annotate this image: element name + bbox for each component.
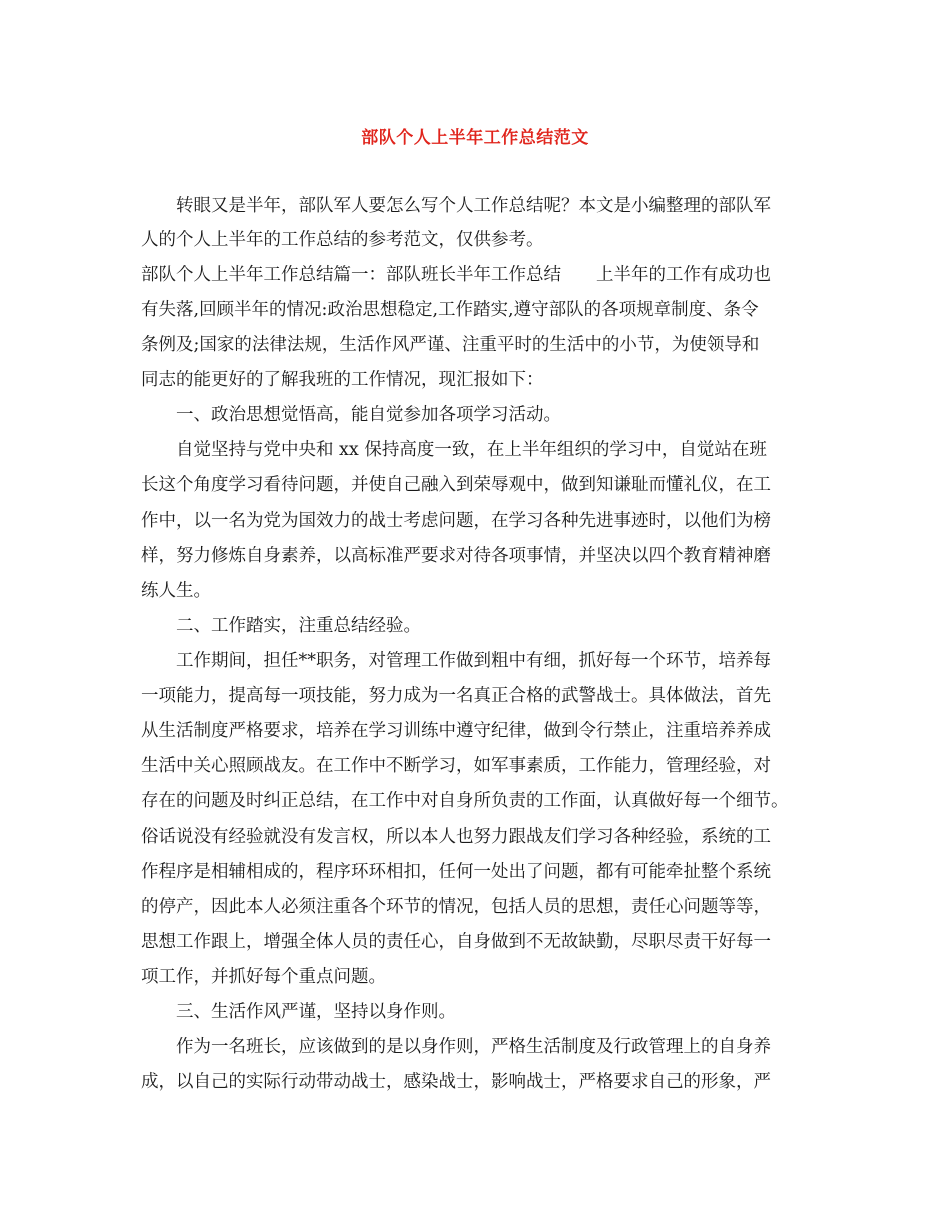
text-line: 一项能力，提高每一项技能，努力成为一名真正合格的武警战士。具体做法，首先 — [141, 686, 771, 706]
text-line: 转眼又是半年，部队军人要怎么写个人工作总结呢？本文是小编整理的部队军 — [176, 196, 771, 216]
text-line: 同志的能更好的了解我班的工作情况，现汇报如下： — [141, 370, 544, 390]
section-heading: 三、生活作风严谨，坚持以身作则。 — [176, 1002, 456, 1022]
text-line: 条例及;国家的法律法规，生活作风严谨、注重平时的生活中的小节，为使领导和 — [141, 335, 760, 355]
text-line: 成，以自己的实际行动带动战士，感染战士，影响战士，严格要求自己的形象，严 — [141, 1072, 771, 1092]
text-line: 有失落,回顾半年的情况:政治思想稳定,工作踏实,遵守部队的各项规章制度、条令 — [141, 300, 759, 320]
text-line: 人的个人上半年的工作总结的参考范文，仅供参考。 — [141, 230, 544, 250]
section-heading: 二、工作踏实，注重总结经验。 — [176, 616, 421, 636]
text-line: 练人生。 — [141, 581, 211, 601]
text-line: 生活中关心照顾战友。在工作中不断学习，如军事素质，工作能力，管理经验，对 — [141, 756, 771, 776]
text-line: 从生活制度严格要求，培养在学习训练中遵守纪律，做到令行禁止，注重培养养成 — [141, 721, 771, 741]
text-line: 俗话说没有经验就没有发言权，所以本人也努力跟战友们学习各种经验，系统的工 — [141, 827, 771, 847]
text-line: 思想工作跟上，增强全体人员的责任心，自身做到不无故缺勤，尽职尽责干好每一 — [141, 932, 771, 952]
text-line: 存在的问题及时纠正总结，在工作中对自身所负责的工作面，认真做好每一个细节。 — [141, 791, 789, 811]
text-line: 工作期间，担任**职务，对管理工作做到粗中有细，抓好每一个环节，培养每 — [176, 651, 771, 671]
text-line: 作中，以一名为党为国效力的战士考虑问题，在学习各种先进事迹时，以他们为榜 — [141, 511, 771, 531]
text-line: 作程序是相辅相成的，程序环环相扣，任何一处出了问题，都有可能牵扯整个系统 — [141, 862, 771, 882]
text-line: 自觉坚持与党中央和 xx 保持高度一致，在上半年组织的学习中，自觉站在班 — [176, 440, 767, 460]
text-line: 项工作，并抓好每个重点问题。 — [141, 967, 386, 987]
text-line: 部队个人上半年工作总结篇一：部队班长半年工作总结 上半年的工作有成功也 — [141, 265, 771, 285]
text-line: 的停产，因此本人必须注重各个环节的情况，包括人员的思想，责任心问题等等， — [141, 897, 771, 917]
document-title: 部队个人上半年工作总结范文 — [361, 128, 589, 148]
text-line: 样，努力修炼自身素养，以高标准严要求对待各项事情，并坚决以四个教育精神磨 — [141, 546, 771, 566]
text-line: 长这个角度学习看待问题，并使自己融入到荣辱观中，做到知谦耻而懂礼仪，在工 — [141, 475, 771, 495]
section-heading: 一、政治思想觉悟高，能自觉参加各项学习活动。 — [176, 405, 561, 425]
text-line: 作为一名班长，应该做到的是以身作则，严格生活制度及行政管理上的自身养 — [176, 1037, 771, 1057]
